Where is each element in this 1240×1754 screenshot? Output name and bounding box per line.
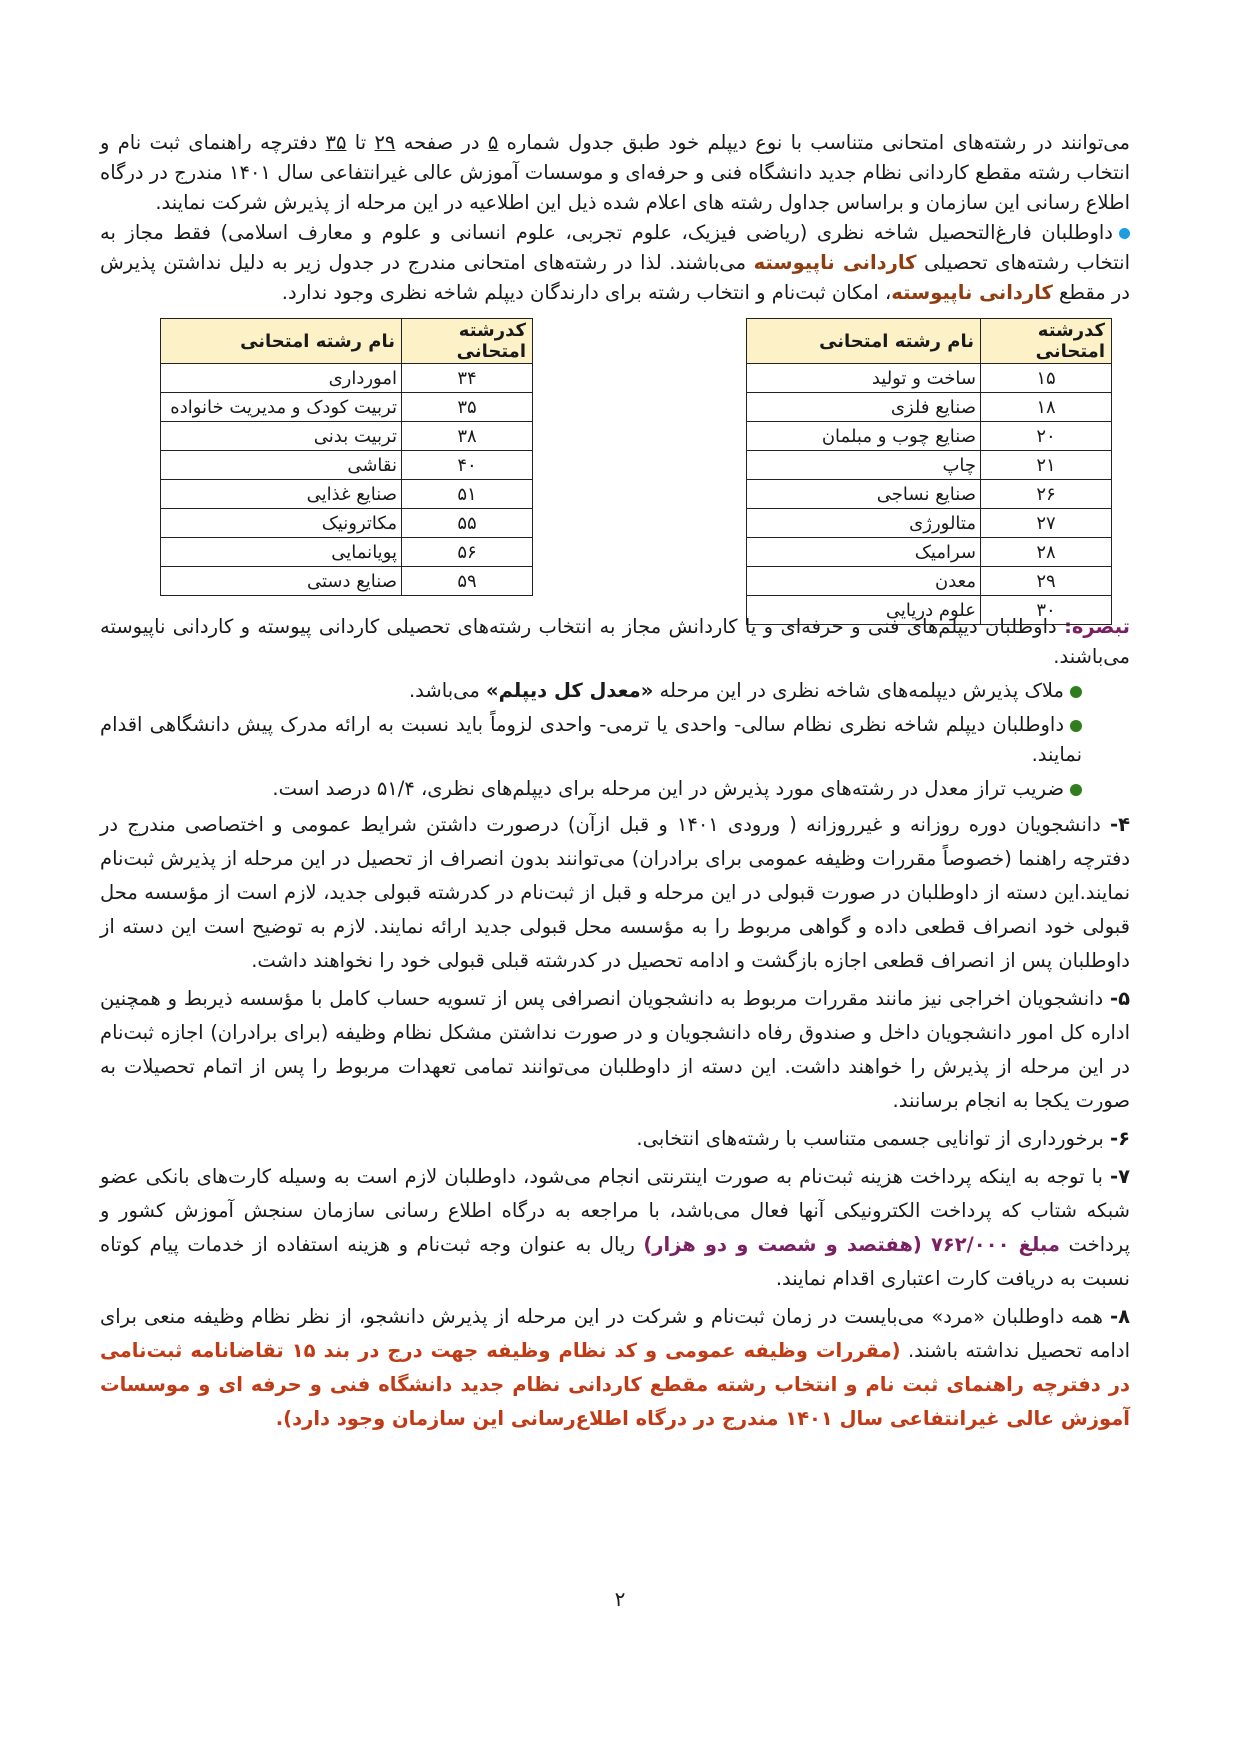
field-name: صنایع نساجی <box>747 480 981 509</box>
bullet-1-text-b: می‌باشد. <box>408 679 487 702</box>
bullet-dot-icon <box>1070 686 1082 698</box>
item-7-text-a: با توجه به اینکه پرداخت هزینه ثبت‌نام به صورت اینترنتی انجام می‌شود، داوطلبان لازم است به وسیله کارت‌های بانکی عضو شبکه شتاب که پرداخت الکترونیکی آنها فعال می‌باشد، با مراجعه به درگاه اطلاع رسانی سازمان سنجش آموزش کشور و پرداخت <box>100 1165 1130 1256</box>
table-header-row <box>747 319 1112 364</box>
field-code: ۵۹ <box>402 567 533 596</box>
field-code: ۵۵ <box>402 509 533 538</box>
item-7-text-b: ریال به عنوان وجه ثبت‌نام و هزینه استفاده از خدمات پیام کوتاه نسبت به دریافت کارت اعتباری اقدام نمایند. <box>100 1233 1130 1290</box>
table-row <box>747 567 1112 596</box>
field-name: معدن <box>747 567 981 596</box>
item-8-red-note: (مقررات وظیفه عمومی و کد نظام وظیفه جهت درج در بند ۱۵ تقاضانامه ثبت‌نامی در دفترچه راهنمای ثبت نام و انتخاب رشته مقطع کاردانی نظام جدید دانشگاه فنی و حرفه ای و موسسات آموزش عالی غیرانتفاعی سال ۱۴۰۱ مندرج در درگاه اطلاع‌رسانی این سازمان وجود دارد). <box>100 1339 1130 1430</box>
header-name: نام رشته امتحانی <box>161 319 402 364</box>
bullet-1-text-a: ملاک پذیرش دیپلمه‌های شاخه نظری در این مرحله <box>653 679 1064 702</box>
header-code: کدرشته امتحانی <box>402 319 533 364</box>
page-to: ۳۵ <box>325 131 347 154</box>
registration-fee: مبلغ ۷۶۲/۰۰۰ (هفتصد و شصت و دو هزار) <box>643 1233 1060 1256</box>
theory-note-part3: ، امکان ثبت‌نام و انتخاب رشته برای دارندگان دیپلم شاخه نظری وجود ندارد. <box>281 281 892 304</box>
bullet-3-text: ضریب تراز معدل در رشته‌های مورد پذیرش در این مرحله برای دیپلم‌های نظری، ۵۱/۴ درصد است. <box>272 777 1064 800</box>
item-6-number: ۶- <box>1110 1127 1130 1150</box>
field-code: ۳۵ <box>402 393 533 422</box>
field-name: امورداری <box>161 364 402 393</box>
item-6-text: برخورداری از توانایی جسمی متناسب با رشته‌های انتخابی. <box>636 1127 1110 1150</box>
field-code: ۲۰ <box>981 422 1112 451</box>
field-code: ۲۹ <box>981 567 1112 596</box>
field-name: متالورژی <box>747 509 981 538</box>
table-row <box>747 538 1112 567</box>
field-name: تربیت کودک و مدیریت خانواده <box>161 393 402 422</box>
item-8-text-a: همه داوطلبان «مرد» می‌بایست در زمان ثبت‌نام و شرکت در این مرحله از پذیرش دانشجو، از نظر نظام وظیفه منعی برای ادامه تحصیل نداشته باشند. <box>100 1305 1130 1362</box>
tables-container <box>100 312 1130 621</box>
field-name: علوم دریایی <box>747 596 981 625</box>
field-code: ۱۵ <box>981 364 1112 393</box>
field-code: ۳۴ <box>402 364 533 393</box>
table-header-row <box>161 319 533 364</box>
field-code: ۲۸ <box>981 538 1112 567</box>
field-code: ۳۸ <box>402 422 533 451</box>
field-code: ۵۱ <box>402 480 533 509</box>
intro-paragraph <box>100 128 1130 218</box>
item-5 <box>100 982 1130 1118</box>
field-name: ساخت و تولید <box>747 364 981 393</box>
table-row <box>747 393 1112 422</box>
field-name: نقاشی <box>161 451 402 480</box>
theory-note <box>100 218 1130 308</box>
table-row <box>161 480 533 509</box>
header-name: نام رشته امتحانی <box>747 319 981 364</box>
table-row <box>747 596 1112 625</box>
bullet-1 <box>100 676 1130 706</box>
table-row <box>161 451 533 480</box>
tabsare-label: تبصره: <box>1064 615 1130 638</box>
field-name: تربیت بدنی <box>161 422 402 451</box>
exam-fields-table-left <box>160 318 533 596</box>
bullet-dot-icon <box>1070 720 1082 732</box>
page-from: ۲۹ <box>374 131 396 154</box>
field-code: ۲۶ <box>981 480 1112 509</box>
field-code: ۵۶ <box>402 538 533 567</box>
theory-note-part2: می‌باشند. لذا در رشته‌های امتحانی مندرج در جدول زیر به دلیل نداشتن پذیرش در مقطع <box>100 251 1130 304</box>
header-code: کدرشته امتحانی <box>981 319 1112 364</box>
field-name: صنایع دستی <box>161 567 402 596</box>
intro-text-c: تا <box>346 131 375 154</box>
item-5-number: ۵- <box>1110 987 1130 1010</box>
item-4 <box>100 808 1130 978</box>
table-row <box>161 364 533 393</box>
field-name: صنایع چوب و مبلمان <box>747 422 981 451</box>
table-row <box>161 509 533 538</box>
field-code: ۲۷ <box>981 509 1112 538</box>
table-row <box>161 538 533 567</box>
table-row <box>747 509 1112 538</box>
table-row <box>747 451 1112 480</box>
field-name: چاپ <box>747 451 981 480</box>
item-4-number: ۴- <box>1110 813 1130 836</box>
highlight-kardani-2: کاردانی ناپیوسته <box>891 281 1053 304</box>
intro-text-b: در صفحه <box>395 131 488 154</box>
item-6 <box>100 1122 1130 1156</box>
table-row <box>747 364 1112 393</box>
field-code: ۲۱ <box>981 451 1112 480</box>
item-7-number: ۷- <box>1110 1165 1130 1188</box>
bullet-2 <box>100 710 1130 770</box>
document-body <box>100 128 1130 1436</box>
bullet-3 <box>100 774 1130 804</box>
field-code: ۱۸ <box>981 393 1112 422</box>
bullet-dot-icon <box>1070 784 1082 796</box>
item-8 <box>100 1300 1130 1436</box>
table-row <box>747 480 1112 509</box>
bullet-dot-icon <box>1119 228 1130 239</box>
bullet-2-text: داوطلبان دیپلم شاخه نظری نظام سالی- واحدی یا ترمی- واحدی لزوماً باید نسبت به ارائه مدرک پیش دانشگاهی اقدام نمایند. <box>100 713 1082 766</box>
table-row <box>161 567 533 596</box>
table-row <box>747 422 1112 451</box>
field-name: صنایع غذایی <box>161 480 402 509</box>
field-name: صنایع فلزی <box>747 393 981 422</box>
highlight-kardani: کاردانی ناپیوسته <box>753 251 917 274</box>
table-number: ۵ <box>487 131 499 154</box>
intro-text-d: دفترچه راهنمای ثبت نام و انتخاب رشته مقطع کاردانی نظام جدید دانشگاه فنی و حرفه‌ای و موسسات آموزش عالی غیرانتفاعی سال ۱۴۰۱ مندرج در درگاه اطلاع رسانی این سازمان و براساس جداول رشته های اعلام شده ذیل این اطلاعیه در این مرحله از پذیرش شرکت نمایند. <box>100 131 1130 214</box>
bullet-1-bold: «معدل کل دیپلم» <box>486 679 654 702</box>
item-7 <box>100 1160 1130 1296</box>
field-name: پویانمایی <box>161 538 402 567</box>
exam-fields-table-right <box>746 318 1112 625</box>
item-4-text: دانشجویان دوره روزانه و غیرروزانه ( ورودی ۱۴۰۱ و قبل از‌آن) درصورت داشتن شرایط عمومی و اختصاصی مندرج در دفترچه راهنما (خصوصاً مقررات وظیفه عمومی برای برادران) می‌توانند بدون انصراف از تحصیل در این مرحله از پذیرش ثبت‌نام نمایند.این دسته از داوطلبان در صورت قبولی در این مرحله و قبل از ثبت‌نام در کدرشته قبولی جدید، لازم است از مؤسسه محل قبولی خود انصراف قطعی داده و گواهی مربوط را به مؤسسه محل قبولی جدید ارائه نمایند. لازم به توضیح است این دسته از داوطلبان پس از انصراف قطعی اجازه بازگشت و ادامه تحصیل در کدرشته قبلی قبولی خود را نخواهند داشت. <box>100 813 1130 972</box>
tabsare-text: داوطلبان دیپلم‌های فنی و حرفه‌ای و یا کاردانش مجاز به انتخاب رشته‌های تحصیلی کاردانی پیوسته و کاردانی ناپیوسته می‌باشند. <box>100 615 1130 668</box>
field-code: ۴۰ <box>402 451 533 480</box>
theory-note-part1: داوطلبان فارغ‌التحصیل شاخه نظری (ریاضی فیزیک، علوم تجربی، علوم انسانی و علوم و معارف اسلامی) فقط مجاز به انتخاب رشته‌های تحصیلی <box>100 221 1130 274</box>
field-code: ۳۰ <box>981 596 1112 625</box>
field-name: سرامیک <box>747 538 981 567</box>
item-8-number: ۸- <box>1110 1305 1130 1328</box>
intro-text-a: می‌توانند در رشته‌های امتحانی متناسب با نوع دیپلم خود طبق جدول شماره <box>498 131 1130 154</box>
item-5-text: دانشجویان اخراجی نیز مانند مقررات مربوط به دانشجویان انصرافی پس از تسویه حساب کامل با مؤسسه ذیربط و همچنین اداره کل امور دانشجویان داخل و صندوق رفاه دانشجویان و در صورت نداشتن مشکل نظام وظیفه (برای برادران) اجازه ثبت‌نام در این مرحله از پذیرش را خواهند داشت. این دسته از داوطلبان می‌توانند تمامی تعهدات مربوط را پس از اتمام تحصیلات به صورت یکجا به انجام برسانند. <box>100 987 1130 1112</box>
table-row <box>161 422 533 451</box>
page-number: ۲ <box>614 1587 626 1611</box>
field-name: مکاترونیک <box>161 509 402 538</box>
table-row <box>161 393 533 422</box>
